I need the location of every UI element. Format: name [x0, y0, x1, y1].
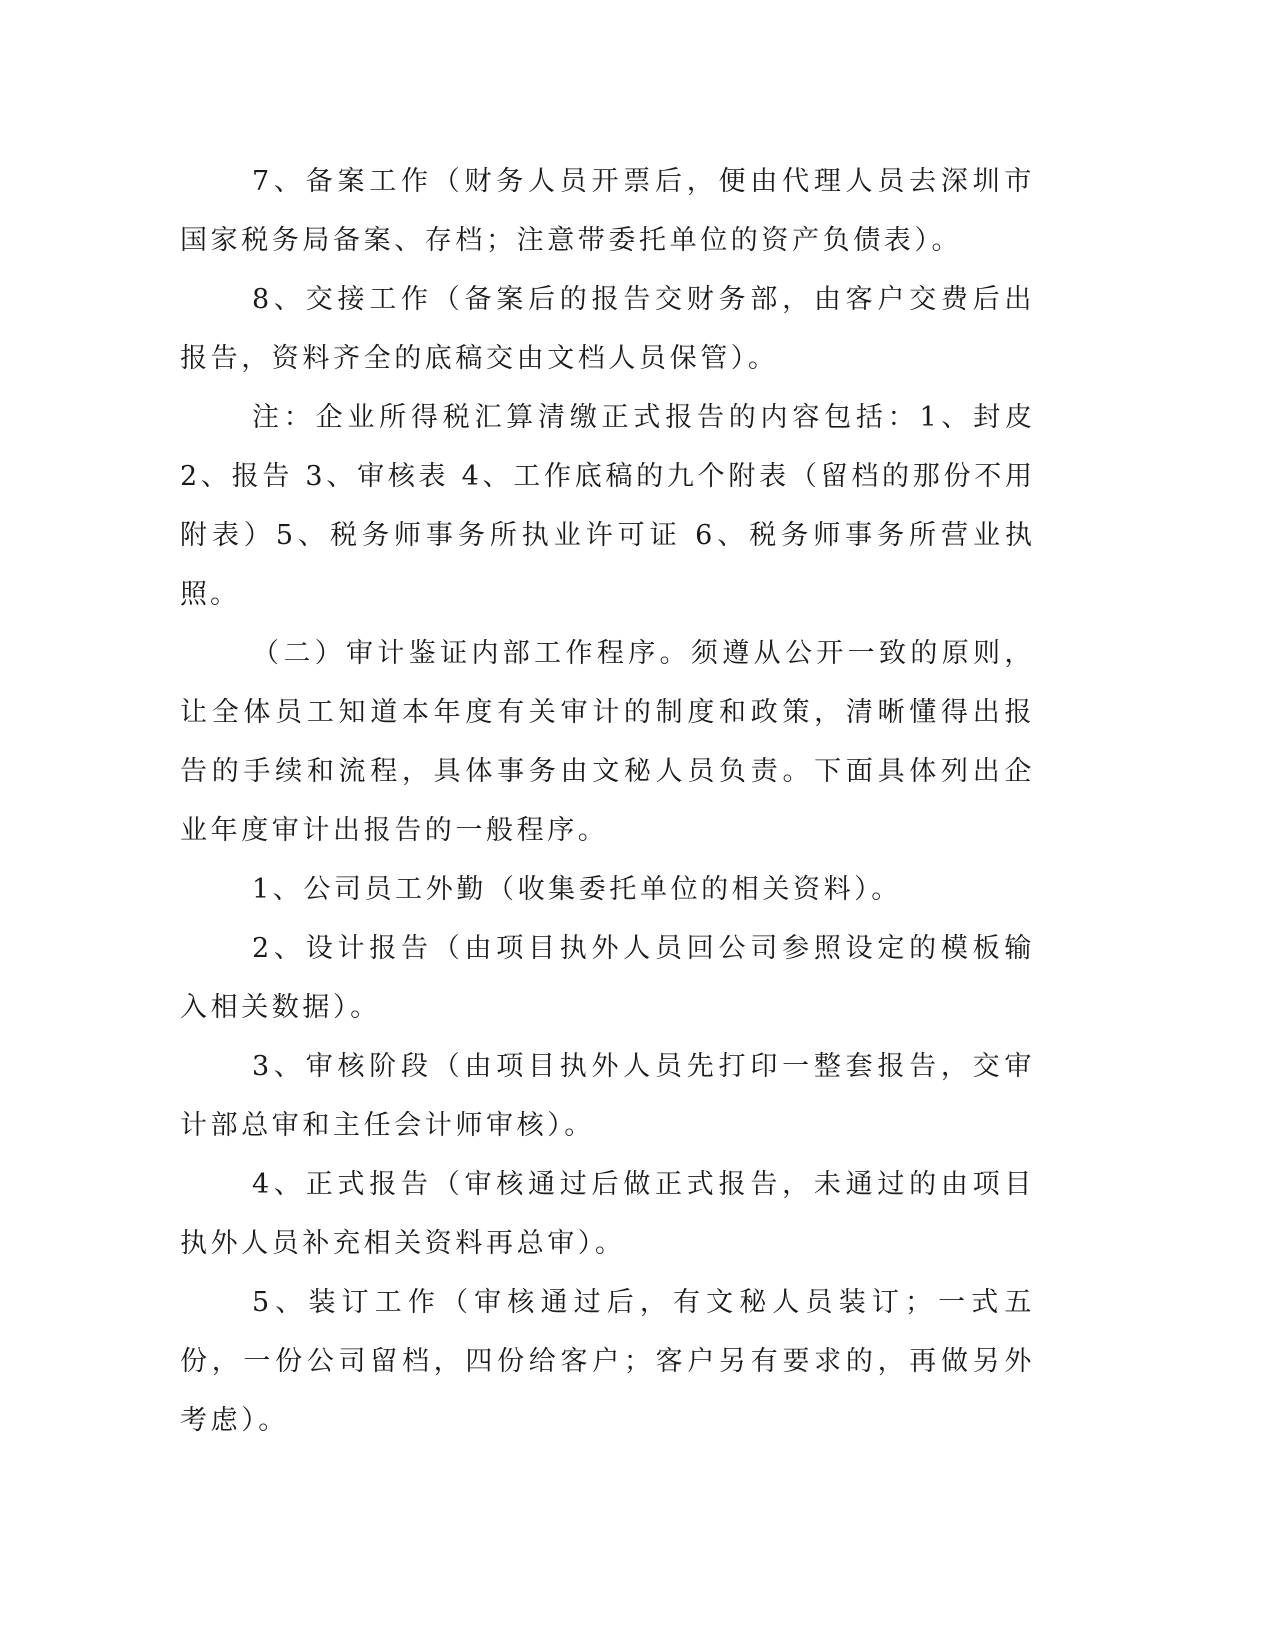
paragraph-audit-procedure-intro: （二）审计鉴证内部工作程序。须遵从公开一致的原则，让全体员工知道本年度有关审计的制度和政策，清晰懂得出报告的手续和流程，具体事务由文秘人员负责。下面具体列出企业年度审计出报告的一般程序。	[180, 638, 1035, 846]
paragraph-step-design-report: 2、设计报告（由项目执外人员回公司参照设定的模板输入相关数据）。	[180, 933, 1035, 1023]
paragraph-step-review: 3、审核阶段（由项目执外人员先打印一整套报告，交审计部总审和主任会计师审核）。	[180, 1051, 1035, 1141]
document-page	[180, 152, 1035, 1450]
paragraph-step-binding: 5、装订工作（审核通过后，有文秘人员装订；一式五份，一份公司留档，四份给客户；客户另有要求的，再做另外考虑）。	[180, 1287, 1035, 1436]
paragraph-step-fieldwork: 1、公司员工外勤（收集委托单位的相关资料）。	[252, 874, 902, 905]
paragraph-filing-work: 7、备案工作（财务人员开票后，便由代理人员去深圳市国家税务局备案、存档；注意带委托单位的资产负债表）。	[180, 166, 1035, 256]
paragraph-handover-work: 8、交接工作（备案后的报告交财务部，由客户交费后出报告，资料齐全的底稿交由文档人员保管）。	[180, 284, 1035, 374]
paragraph-step-formal-report: 4、正式报告（审核通过后做正式报告，未通过的由项目执外人员补充相关资料再总审）。	[180, 1169, 1035, 1259]
paragraph-note-report-contents: 注：企业所得税汇算清缴正式报告的内容包括：1、封皮 2、报告 3、审核表 4、工作底稿的九个附表（留档的那份不用附表）5、税务师事务所执业许可证 6、税务师事务所营业执照。	[180, 402, 1035, 610]
